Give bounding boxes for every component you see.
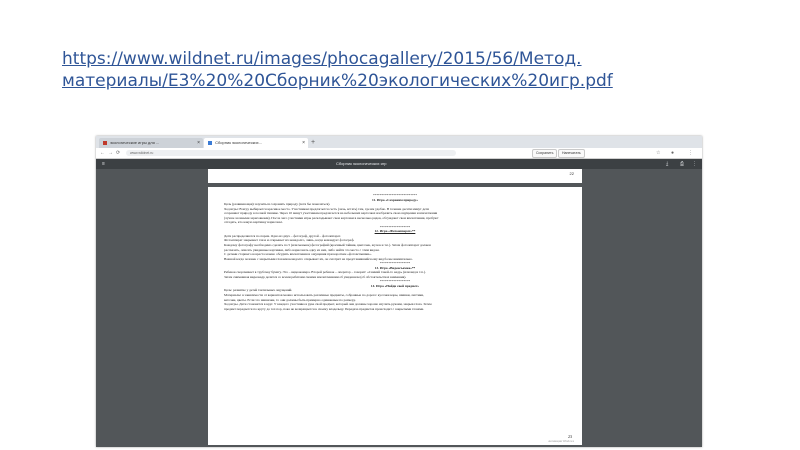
text-line: ****************** [379,224,411,229]
more-icon[interactable]: ⋮ [692,161,697,167]
print-icon[interactable]: ⎙ [680,161,685,167]
text-line: Фотоаппарат закрывает глаза и открывает их ненадолго, лишь, когда командует фотограф. [224,238,355,243]
text-line: (лучше заочными зарисовками). После чего участники игры раскладывают свои карточки в несколько рядов, обсуждают свои впечатления, пробуют [224,215,439,220]
page-number: 22 [569,171,574,176]
text-line: 11. Игра «Сохраним природу» [371,197,419,202]
address-bar [96,148,702,159]
tab-label: экологические игры для ... [110,140,160,145]
activation-watermark: Активация Windows [548,439,574,443]
pdf-toolbar [96,159,702,169]
print-button[interactable]: Напечатать [558,149,585,158]
text-line: веточки, цветы. Если это шишечки, то они должны быть примерно одинаковые по размеру. [224,297,356,302]
url-line-1[interactable]: https://www.wildnet.ru/images/phocagallery/2015/56/Метод. [62,49,582,69]
download-icon[interactable]: ⤓ [666,161,669,167]
pdf-url-link[interactable] [62,48,752,92]
reload-icon[interactable]: ⟳ [116,150,121,156]
text-line: 14. Игра «Найди свой предмет» [370,283,420,288]
text-line: 13. Игра «Видеосъемка»** [374,265,416,270]
text-line: ************************** [372,193,418,197]
text-line: Важной когда человек с закрытыми глазами ненадолго открывает их, он смотрит на представившийся ему вид более внимательно. [224,256,413,261]
pdf-viewer[interactable] [96,169,702,447]
previous-page [208,169,582,183]
forward-icon[interactable]: → [108,150,113,156]
text-line: отгадать, кто какую картинку нарисовал. [224,220,283,225]
pdf-page [208,187,582,445]
text-line: Цель: развитие у детей тактильных ощущений. [224,288,293,293]
favicon-icon [103,141,107,145]
text-line: сохраняют природу в полной тишине. Через 10 минут участникам предлагается на небольших карточках изобразить свои ощущения и впечатления [224,211,438,216]
text-line: 12. Игра «Фотоаппарат»** [374,229,416,234]
sidebar-menu-icon[interactable]: ≡ [102,161,105,167]
menu-icon[interactable]: ⋮ [688,150,693,156]
text-line: Ход игры. Дети становятся в круг. У каждого участника в руке свой предмет, который они должны хорошо изучить руками, закрыв глаза. Затем [224,302,432,307]
back-icon[interactable]: ← [100,150,105,156]
text-line: Ребенок сворачивает в трубочку бумагу. Это – видеокамера. Второй ребенок – оператор – говорит: «Снимай такой-то кадр» (или вид и т.п.). [224,270,426,275]
text-line: рассказать, описать увиденные картинки, либо нарисовать одну из них, либо найти это место с этим видом. [224,247,380,252]
text-line: предмет передается по кругу до тех пор, пока не возвращается к своему владельцу. Передача предметов происходит с закрытыми глазами. [224,306,425,311]
favicon-icon [208,141,212,145]
close-icon[interactable]: × [197,140,200,146]
pdf-title: Сборник экологических игр [336,161,387,166]
page-text [224,193,566,311]
tab-label: Сборник экологических... [215,140,262,145]
text-line: Затем снимавшая видеокадр делится со всеми ребятами своими впечатлениями об увиденном (об обстоятельствах внимания). [224,274,407,279]
star-icon[interactable]: ☆ [656,150,661,156]
url-line-2[interactable]: материалы/Е3%20%20Сборник%20экологических%20игр.pdf [62,71,613,91]
text-line: Ход игры: В игру выбирается красивое место. Участникам предлагается сесть (лечь, встать) там, где им удобно. В течение десяти минут дети [224,206,429,211]
text-line: С детьми старшего возраста можно обсудить впечатления и ощущения при короткие «фотовспышки». [224,252,372,257]
text-line: Дети распределяются по парам. Одно из двух – фотограф, другой – фотоаппарат. [224,233,341,238]
new-tab-button[interactable]: + [311,139,316,146]
text-line: ****************** [379,279,411,284]
tab-eco-games[interactable] [99,138,203,148]
tab-bar [96,136,702,148]
text-line: Каждому фотографу необходимо сделать по 5 (или меньше) фотографий (красивый тайник, цветочек, жучок и т.п.). Затем фотоаппарат должен [224,243,431,248]
close-icon[interactable]: × [302,140,305,146]
text-line: ****************** [379,261,411,266]
profile-icon[interactable]: ● [671,150,675,156]
text-line: Цель (развивающая): научиться сохранять природу (хотя бы пожелаться). [224,202,331,207]
url-field[interactable]: www.wildnet.ru [126,150,456,156]
page-number: 23 [568,434,572,439]
text-line: Материалы: в зависимости от вариантов можно использовать различные предметы, собранные по дороге: кусочки коры, шишки, листики, [224,293,424,298]
tab-pdf[interactable] [204,138,308,148]
save-button[interactable]: Сохранить [532,149,557,158]
browser-screenshot [96,136,702,447]
